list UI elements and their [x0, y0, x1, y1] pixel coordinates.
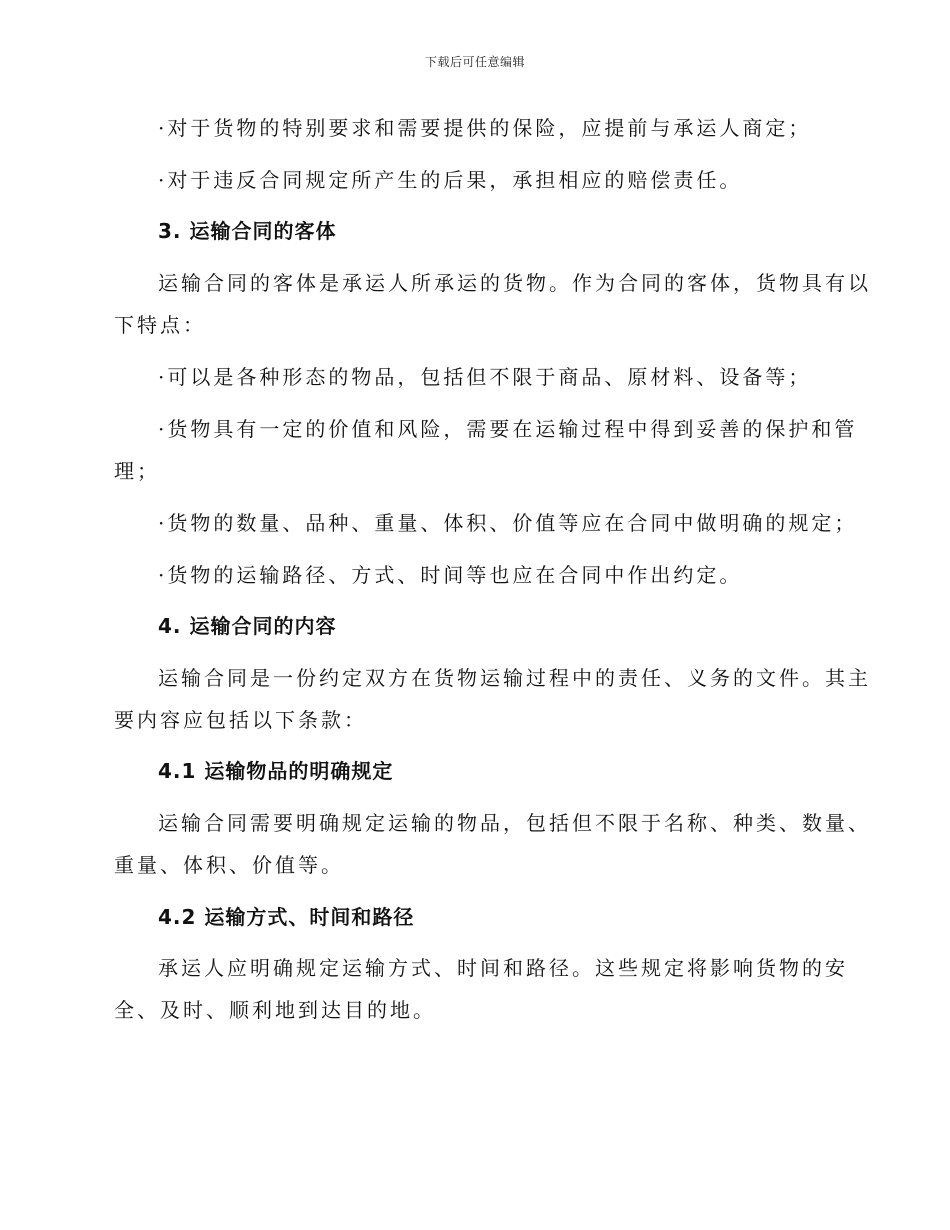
bullet-line: ·货物具有一定的价值和风险，需要在运输过程中得到妥善的保护和管	[158, 417, 858, 441]
paragraph-line: 运输合同的客体是承运人所承运的货物。作为合同的客体，货物具有以	[158, 271, 871, 295]
bullet-line: ·可以是各种形态的物品，包括但不限于商品、原材料、设备等；	[158, 365, 812, 389]
section-heading: 3. 运输合同的客体	[158, 219, 337, 243]
bullet-line: ·货物的数量、品种、重量、体积、价值等应在合同中做明确的规定；	[158, 511, 858, 535]
paragraph-line: 承运人应明确规定运输方式、时间和路径。这些规定将影响货物的安	[158, 956, 848, 980]
subsection-heading: 4.1 运输物品的明确规定	[158, 759, 394, 783]
paragraph-line: 下特点：	[114, 313, 206, 337]
page-header: 下载后可任意编辑	[424, 55, 525, 69]
subsection-heading: 4.2 运输方式、时间和路径	[158, 905, 415, 929]
paragraph-line: 重量、体积、价值等。	[114, 853, 344, 877]
bullet-line: ·对于违反合同规定所产生的后果，承担相应的赔偿责任。	[158, 168, 743, 192]
paragraph-line: 理；	[114, 459, 160, 483]
bullet-line: ·货物的运输路径、方式、时间等也应在合同中作出约定。	[158, 563, 743, 587]
paragraph-line: 运输合同需要明确规定运输的物品，包括但不限于名称、种类、数量、	[158, 811, 871, 835]
paragraph-line: 全、及时、顺利地到达目的地。	[114, 998, 436, 1022]
bullet-line: ·对于货物的特别要求和需要提供的保险，应提前与承运人商定；	[158, 116, 812, 140]
section-heading: 4. 运输合同的内容	[158, 614, 337, 638]
paragraph-line: 运输合同是一份约定双方在货物运输过程中的责任、义务的文件。其主	[158, 666, 871, 690]
paragraph-line: 要内容应包括以下条款：	[114, 708, 367, 732]
